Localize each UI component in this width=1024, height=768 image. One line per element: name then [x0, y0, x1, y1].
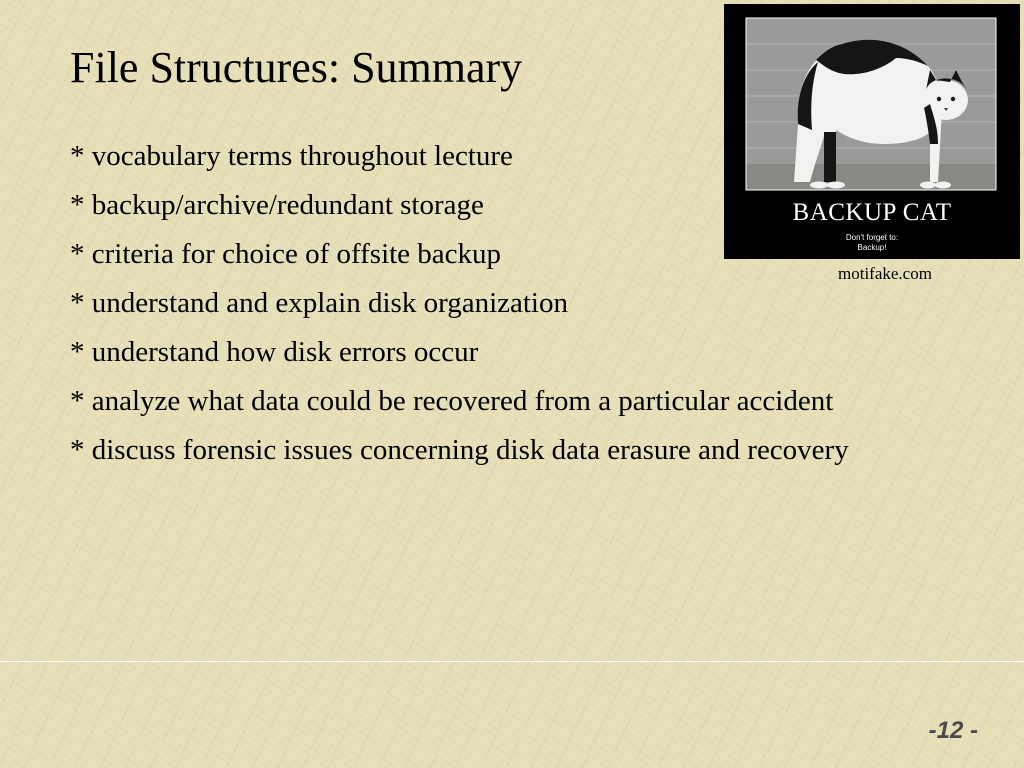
- bullet-item: * analyze what data could be recovered from a particular accident: [70, 385, 834, 417]
- bullet-item: * criteria for choice of offsite backup: [70, 238, 502, 270]
- image-credit: motifake.com: [838, 264, 932, 283]
- footer-divider: [0, 661, 1024, 662]
- slide-title: File Structures: Summary: [70, 43, 523, 92]
- poster-subtext: Don't forget to:: [845, 233, 899, 242]
- bullet-item: * discuss forensic issues concerning disk data erasure and recovery: [70, 434, 849, 466]
- poster-heading: BACKUP CAT: [792, 199, 952, 226]
- bullet-item: * understand how disk errors occur: [70, 336, 479, 368]
- bullet-item: * understand and explain disk organization: [70, 287, 568, 319]
- page-number: -12 -: [928, 717, 978, 744]
- poster-subtext: Backup!: [857, 243, 887, 252]
- backup-cat-poster: [724, 4, 1020, 259]
- bullet-item: * vocabulary terms throughout lecture: [70, 140, 513, 172]
- bullet-item: * backup/archive/redundant storage: [70, 189, 484, 221]
